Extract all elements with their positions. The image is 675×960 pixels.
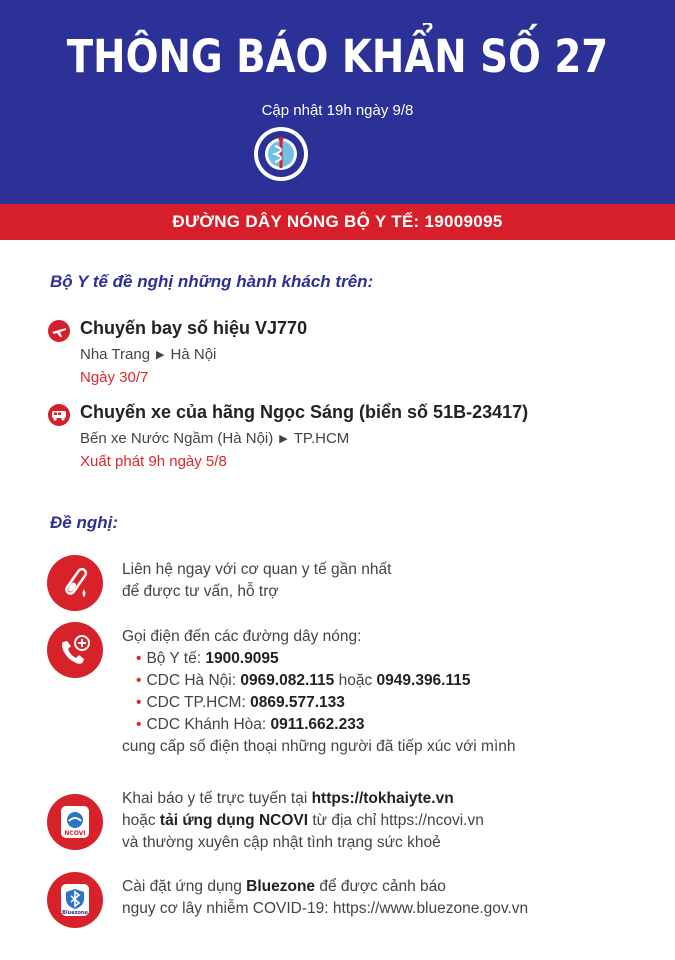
hotline-bar: ĐƯỜNG DÂY NÓNG BỘ Y TẾ: 19009095	[0, 204, 675, 240]
bus-icon	[48, 404, 70, 426]
rec-contact-text: Liên hệ ngay với cơ quan y tế gần nhất để được tư vấn, hỗ trợ	[122, 561, 392, 600]
bluezone-label: Bluezone	[62, 910, 88, 916]
page-title: THÔNG BÁO KHẨN SỐ 27	[66, 30, 609, 83]
intro-heading: Bộ Y tế đề nghị những hành khách trên:	[50, 272, 374, 291]
phone-plus-icon	[47, 622, 103, 678]
ministry-logo-icon	[253, 126, 309, 182]
rec-bluezone-text: Cài đặt ứng dụng Bluezone để được cảnh báo nguy cơ lây nhiễm COVID-19: https://www.bluezone.gov.vn	[122, 878, 529, 917]
test-tube-icon	[47, 555, 103, 611]
ncovi-circle	[47, 794, 103, 850]
flight-title: Chuyến bay số hiệu VJ770	[80, 318, 308, 338]
hotline-moh: • Bộ Y tế: 1900.9095	[136, 650, 279, 667]
route-arrow-icon: ▶	[279, 433, 288, 445]
recommend-heading: Đề nghị:	[50, 513, 118, 532]
route-arrow-icon: ▶	[156, 349, 165, 361]
hotline-cdc-hanoi: • CDC Hà Nội: 0969.082.115 hoặc 0949.396.115	[136, 672, 471, 689]
bluezone-app-icon	[47, 872, 103, 928]
hotline-cdc-khanhhoa: • CDC Khánh Hòa: 0911.662.233	[136, 716, 365, 733]
ncovi-label: NCOVI	[64, 830, 86, 837]
rec-hotlines-text: Gọi điện đến các đường dây nóng: • Bộ Y tế: 1900.9095 • CDC Hà Nội: 0969.082.115 hoặc 0949.396.115 • CDC TP.HCM: 0869.577.133 • CDC Khánh Hòa: 0911.662.233 cung cấp số điện thoại những người đã tiếp xúc với mình	[122, 628, 516, 755]
ncovi-app-icon	[47, 794, 103, 850]
update-time: Cập nhật 19h ngày 9/8	[261, 102, 414, 119]
flight-route: Nha Trang ▶ Hà Nội	[80, 346, 217, 363]
bus-departure: Xuất phát 9h ngày 5/8	[80, 453, 227, 470]
tokhaiyte-link[interactable]: https://tokhaiyte.vn	[311, 790, 454, 807]
airplane-icon	[48, 320, 70, 342]
header-banner	[0, 0, 675, 204]
phone-circle	[47, 622, 103, 678]
bus-route: Bến xe Nước Ngầm (Hà Nội) ▶ TP.HCM	[80, 430, 350, 447]
flight-date: Ngày 30/7	[80, 369, 149, 386]
rec-declaration-text: Khai báo y tế trực tuyến tại https://tokhaiyte.vn hoặc tải ứng dụng NCOVI từ địa chỉ https://ncovi.vn và thường xuyên cập nhật tình trạng sức khoẻ	[122, 790, 484, 851]
bluezone-circle	[47, 872, 103, 928]
bus-title: Chuyến xe của hãng Ngọc Sáng (biển số 51B-23417)	[80, 402, 529, 422]
test-tube-circle	[47, 555, 103, 611]
hotline-cdc-hcm: • CDC TP.HCM: 0869.577.133	[136, 694, 345, 711]
